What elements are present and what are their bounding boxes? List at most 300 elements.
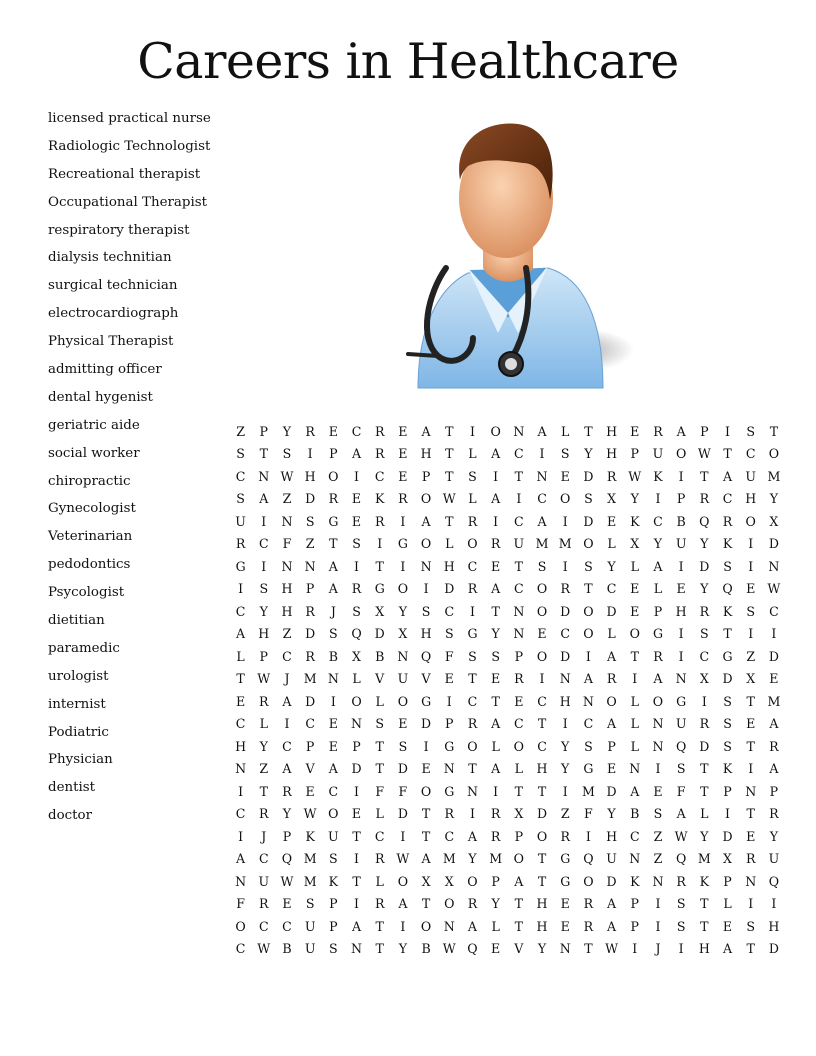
grid-letter[interactable]: P	[259, 423, 269, 439]
grid-letter[interactable]: D	[768, 648, 779, 664]
grid-letter[interactable]: X	[746, 671, 756, 687]
grid-letter[interactable]: T	[723, 626, 732, 642]
grid-letter[interactable]: Z	[282, 626, 292, 642]
grid-letter[interactable]: C	[282, 918, 292, 934]
grid-letter[interactable]: L	[375, 873, 384, 889]
grid-letter[interactable]: C	[606, 581, 617, 597]
grid-letter[interactable]: Y	[259, 738, 268, 754]
grid-letter[interactable]: Q	[675, 851, 687, 867]
grid-letter[interactable]: T	[259, 783, 268, 799]
grid-letter[interactable]: T	[537, 851, 547, 867]
grid-letter[interactable]: E	[606, 513, 617, 529]
grid-letter[interactable]: U	[304, 918, 316, 934]
grid-letter[interactable]: A	[491, 761, 501, 777]
grid-letter[interactable]: W	[257, 671, 271, 687]
grid-letter[interactable]: N	[304, 558, 316, 574]
grid-letter[interactable]: R	[351, 581, 362, 597]
grid-letter[interactable]: E	[676, 581, 686, 597]
grid-letter[interactable]: N	[536, 468, 548, 484]
grid-letter[interactable]: E	[421, 761, 431, 777]
grid-letter[interactable]: L	[630, 693, 639, 709]
grid-letter[interactable]: O	[583, 603, 594, 619]
grid-letter[interactable]: I	[748, 626, 754, 642]
grid-letter[interactable]: S	[653, 806, 663, 822]
grid-letter[interactable]: X	[630, 536, 640, 552]
grid-letter[interactable]: E	[328, 423, 338, 439]
grid-letter[interactable]: E	[630, 581, 640, 597]
grid-letter[interactable]: E	[351, 491, 362, 507]
grid-letter[interactable]: E	[351, 513, 362, 529]
grid-letter[interactable]: I	[516, 491, 522, 507]
grid-letter[interactable]: J	[655, 941, 661, 957]
grid-letter[interactable]: D	[397, 761, 408, 777]
grid-letter[interactable]: H	[536, 761, 548, 777]
grid-letter[interactable]: L	[375, 693, 384, 709]
grid-letter[interactable]: A	[607, 918, 617, 934]
grid-letter[interactable]: R	[606, 468, 617, 484]
grid-letter[interactable]: I	[562, 558, 568, 574]
grid-letter[interactable]: E	[630, 603, 640, 619]
grid-letter[interactable]: I	[400, 918, 406, 934]
grid-letter[interactable]: B	[282, 941, 292, 957]
grid-letter[interactable]: N	[675, 671, 687, 687]
grid-letter[interactable]: S	[584, 558, 593, 574]
grid-letter[interactable]: H	[420, 446, 432, 462]
grid-letter[interactable]: H	[281, 581, 293, 597]
grid-letter[interactable]: R	[653, 648, 663, 664]
grid-letter[interactable]: R	[583, 918, 594, 934]
grid-letter[interactable]: P	[352, 738, 361, 754]
grid-letter[interactable]: S	[421, 603, 431, 619]
grid-letter[interactable]: R	[328, 491, 339, 507]
grid-letter[interactable]: N	[258, 468, 270, 484]
grid-letter[interactable]: D	[606, 873, 617, 889]
grid-letter[interactable]: R	[444, 806, 455, 822]
grid-letter[interactable]: P	[329, 918, 338, 934]
grid-letter[interactable]: K	[699, 873, 710, 889]
grid-letter[interactable]: O	[467, 536, 478, 552]
grid-letter[interactable]: P	[630, 446, 640, 462]
grid-letter[interactable]: Y	[769, 491, 779, 507]
grid-letter[interactable]: W	[767, 581, 781, 597]
grid-letter[interactable]: P	[607, 738, 616, 754]
grid-letter[interactable]: E	[560, 896, 570, 912]
grid-letter[interactable]: E	[491, 671, 501, 687]
grid-letter[interactable]: W	[280, 468, 294, 484]
grid-letter[interactable]: C	[467, 558, 478, 574]
grid-letter[interactable]: T	[329, 536, 338, 552]
grid-letter[interactable]: N	[559, 671, 571, 687]
grid-letter[interactable]: S	[746, 918, 756, 934]
grid-letter[interactable]: R	[769, 738, 779, 754]
grid-letter[interactable]: M	[535, 536, 549, 552]
grid-letter[interactable]: T	[375, 558, 384, 574]
grid-letter[interactable]: F	[398, 783, 408, 799]
grid-letter[interactable]: A	[537, 513, 547, 529]
grid-letter[interactable]: I	[354, 896, 360, 912]
grid-letter[interactable]: L	[561, 423, 570, 439]
grid-letter[interactable]: A	[467, 918, 478, 934]
grid-letter[interactable]: I	[284, 716, 290, 732]
grid-letter[interactable]: R	[490, 828, 501, 844]
grid-letter[interactable]: E	[769, 671, 779, 687]
grid-letter[interactable]: L	[653, 581, 663, 597]
grid-letter[interactable]: I	[354, 783, 360, 799]
grid-letter[interactable]: K	[630, 513, 640, 529]
grid-letter[interactable]: I	[655, 918, 661, 934]
grid-letter[interactable]: S	[491, 648, 500, 664]
grid-letter[interactable]: C	[328, 783, 339, 799]
grid-letter[interactable]: R	[467, 896, 478, 912]
grid-letter[interactable]: E	[491, 558, 501, 574]
grid-letter[interactable]: A	[491, 446, 501, 462]
grid-letter[interactable]: H	[675, 603, 687, 619]
grid-letter[interactable]: C	[374, 828, 385, 844]
grid-letter[interactable]: P	[329, 446, 338, 462]
grid-letter[interactable]: S	[723, 716, 732, 732]
grid-letter[interactable]: Y	[769, 828, 779, 844]
grid-letter[interactable]: A	[259, 491, 269, 507]
grid-letter[interactable]: F	[236, 896, 245, 912]
grid-letter[interactable]: C	[745, 446, 756, 462]
grid-letter[interactable]: Y	[282, 423, 292, 439]
grid-letter[interactable]: H	[606, 828, 618, 844]
grid-letter[interactable]: L	[236, 648, 245, 664]
grid-letter[interactable]: L	[445, 536, 454, 552]
grid-letter[interactable]: W	[303, 806, 317, 822]
grid-letter[interactable]: S	[746, 603, 756, 619]
grid-letter[interactable]: S	[259, 581, 269, 597]
grid-letter[interactable]: N	[745, 783, 757, 799]
grid-letter[interactable]: G	[444, 783, 455, 799]
grid-letter[interactable]: Y	[282, 806, 292, 822]
grid-letter[interactable]: L	[491, 918, 500, 934]
grid-letter[interactable]: T	[445, 423, 454, 439]
grid-letter[interactable]: R	[769, 806, 779, 822]
grid-letter[interactable]: O	[675, 446, 687, 462]
grid-letter[interactable]: Q	[722, 581, 733, 597]
grid-letter[interactable]: N	[420, 558, 432, 574]
grid-letter[interactable]: M	[303, 671, 317, 687]
grid-letter[interactable]: O	[513, 738, 524, 754]
grid-letter[interactable]: E	[606, 761, 617, 777]
grid-letter[interactable]: H	[606, 423, 618, 439]
grid-letter[interactable]: R	[235, 536, 246, 552]
grid-letter[interactable]: N	[652, 738, 664, 754]
grid-letter[interactable]: A	[351, 446, 362, 462]
grid-letter[interactable]: E	[746, 716, 756, 732]
grid-letter[interactable]: O	[444, 896, 455, 912]
grid-letter[interactable]: A	[282, 693, 292, 709]
grid-letter[interactable]: W	[674, 828, 688, 844]
grid-letter[interactable]: M	[489, 851, 503, 867]
grid-letter[interactable]: U	[397, 671, 409, 687]
grid-letter[interactable]: P	[259, 648, 269, 664]
grid-letter[interactable]: R	[699, 716, 710, 732]
grid-letter[interactable]: P	[514, 648, 524, 664]
grid-letter[interactable]: D	[397, 806, 408, 822]
grid-letter[interactable]: R	[374, 513, 385, 529]
grid-letter[interactable]: H	[559, 693, 571, 709]
grid-letter[interactable]: A	[398, 896, 408, 912]
grid-letter[interactable]: P	[653, 603, 663, 619]
grid-letter[interactable]: S	[676, 761, 686, 777]
grid-letter[interactable]: A	[653, 558, 663, 574]
grid-letter[interactable]: J	[261, 828, 267, 844]
grid-letter[interactable]: N	[652, 873, 664, 889]
grid-letter[interactable]: O	[583, 536, 594, 552]
grid-letter[interactable]: C	[537, 491, 547, 507]
grid-letter[interactable]: Y	[468, 851, 477, 867]
grid-letter[interactable]: X	[352, 648, 362, 664]
grid-letter[interactable]: C	[560, 626, 571, 642]
grid-letter[interactable]: Y	[537, 941, 547, 957]
grid-letter[interactable]: O	[513, 851, 524, 867]
grid-letter[interactable]: R	[374, 851, 385, 867]
grid-letter[interactable]: A	[676, 806, 686, 822]
grid-letter[interactable]: R	[490, 806, 501, 822]
grid-letter[interactable]: N	[443, 918, 455, 934]
grid-letter[interactable]: S	[329, 941, 338, 957]
grid-letter[interactable]: E	[653, 783, 663, 799]
grid-letter[interactable]: Q	[675, 738, 687, 754]
grid-letter[interactable]: A	[236, 626, 246, 642]
grid-letter[interactable]: Y	[700, 828, 709, 844]
grid-letter[interactable]: S	[375, 716, 385, 732]
grid-letter[interactable]: I	[238, 828, 244, 844]
grid-letter[interactable]: G	[676, 693, 687, 709]
grid-letter[interactable]: X	[398, 626, 408, 642]
grid-letter[interactable]: F	[282, 536, 292, 552]
grid-letter[interactable]: L	[607, 536, 616, 552]
grid-letter[interactable]: T	[584, 941, 593, 957]
grid-letter[interactable]: R	[606, 671, 617, 687]
grid-letter[interactable]: P	[282, 828, 292, 844]
grid-letter[interactable]: T	[514, 783, 524, 799]
grid-letter[interactable]: V	[305, 761, 315, 777]
grid-letter[interactable]: T	[375, 918, 384, 934]
grid-letter[interactable]: A	[653, 671, 663, 687]
grid-letter[interactable]: O	[490, 423, 501, 439]
grid-letter[interactable]: A	[421, 851, 431, 867]
grid-letter[interactable]: G	[583, 761, 594, 777]
grid-letter[interactable]: C	[537, 738, 547, 754]
grid-letter[interactable]: O	[583, 626, 594, 642]
grid-letter[interactable]: I	[562, 783, 568, 799]
grid-letter[interactable]: O	[351, 693, 362, 709]
grid-letter[interactable]: N	[235, 873, 247, 889]
grid-letter[interactable]: I	[354, 468, 360, 484]
grid-letter[interactable]: T	[491, 603, 500, 619]
grid-letter[interactable]: S	[305, 513, 315, 529]
grid-letter[interactable]: L	[700, 806, 709, 822]
grid-letter[interactable]: A	[583, 671, 593, 687]
grid-letter[interactable]: A	[421, 423, 431, 439]
grid-letter[interactable]: C	[444, 828, 455, 844]
grid-letter[interactable]: I	[330, 693, 336, 709]
grid-letter[interactable]: A	[351, 918, 362, 934]
grid-letter[interactable]: I	[400, 513, 406, 529]
grid-letter[interactable]: S	[282, 446, 292, 462]
grid-letter[interactable]: R	[653, 423, 663, 439]
grid-letter[interactable]: T	[491, 693, 500, 709]
grid-letter[interactable]: L	[468, 491, 477, 507]
grid-letter[interactable]: N	[629, 761, 641, 777]
grid-letter[interactable]: I	[493, 468, 499, 484]
grid-letter[interactable]: G	[560, 873, 571, 889]
grid-letter[interactable]: I	[238, 581, 244, 597]
grid-letter[interactable]: M	[581, 783, 595, 799]
grid-letter[interactable]: R	[398, 491, 408, 507]
grid-letter[interactable]: P	[723, 873, 732, 889]
grid-letter[interactable]: U	[235, 513, 246, 529]
grid-letter[interactable]: H	[420, 626, 432, 642]
grid-letter[interactable]: Y	[259, 603, 268, 619]
grid-letter[interactable]: P	[305, 581, 315, 597]
grid-letter[interactable]: V	[514, 941, 524, 957]
grid-letter[interactable]: Y	[398, 603, 408, 619]
grid-letter[interactable]: S	[746, 423, 756, 439]
grid-letter[interactable]: A	[491, 581, 501, 597]
grid-letter[interactable]: R	[305, 648, 315, 664]
grid-letter[interactable]: H	[258, 626, 270, 642]
grid-letter[interactable]: R	[676, 873, 686, 889]
grid-letter[interactable]: N	[281, 558, 293, 574]
grid-letter[interactable]: H	[235, 738, 247, 754]
grid-letter[interactable]: E	[444, 671, 454, 687]
grid-letter[interactable]: R	[305, 603, 315, 619]
grid-letter[interactable]: C	[258, 918, 269, 934]
grid-letter[interactable]: T	[746, 941, 755, 957]
grid-letter[interactable]: X	[514, 806, 524, 822]
grid-letter[interactable]: L	[630, 558, 639, 574]
grid-letter[interactable]: O	[536, 581, 548, 597]
grid-letter[interactable]: D	[722, 828, 733, 844]
grid-letter[interactable]: T	[421, 828, 431, 844]
grid-letter[interactable]: B	[328, 648, 338, 664]
grid-letter[interactable]: W	[605, 941, 619, 957]
grid-letter[interactable]: O	[420, 536, 432, 552]
grid-letter[interactable]: K	[722, 536, 733, 552]
grid-letter[interactable]: Z	[653, 851, 663, 867]
grid-letter[interactable]: T	[236, 671, 245, 687]
grid-letter[interactable]: X	[699, 671, 709, 687]
grid-letter[interactable]: I	[748, 896, 754, 912]
grid-letter[interactable]: C	[305, 716, 315, 732]
grid-letter[interactable]: T	[584, 423, 593, 439]
grid-letter[interactable]: G	[652, 626, 663, 642]
grid-letter[interactable]: O	[536, 603, 548, 619]
grid-letter[interactable]: Q	[467, 941, 478, 957]
grid-letter[interactable]: T	[259, 446, 268, 462]
grid-letter[interactable]: T	[700, 761, 709, 777]
grid-letter[interactable]: I	[725, 806, 731, 822]
grid-letter[interactable]: E	[398, 446, 408, 462]
grid-letter[interactable]: S	[352, 603, 361, 619]
grid-letter[interactable]: N	[745, 873, 757, 889]
grid-letter[interactable]: U	[768, 851, 780, 867]
grid-letter[interactable]: E	[491, 941, 501, 957]
grid-letter[interactable]: Y	[491, 896, 500, 912]
grid-letter[interactable]: L	[607, 626, 616, 642]
grid-letter[interactable]: C	[514, 581, 524, 597]
grid-letter[interactable]: T	[700, 896, 709, 912]
grid-letter[interactable]: S	[305, 896, 315, 912]
grid-letter[interactable]: L	[514, 761, 524, 777]
grid-letter[interactable]: N	[443, 761, 455, 777]
grid-letter[interactable]: O	[397, 581, 409, 597]
grid-letter[interactable]: T	[700, 783, 709, 799]
grid-letter[interactable]: P	[630, 896, 640, 912]
grid-letter[interactable]: C	[722, 491, 733, 507]
grid-letter[interactable]: M	[767, 468, 781, 484]
grid-letter[interactable]: G	[397, 536, 408, 552]
grid-letter[interactable]: O	[536, 648, 548, 664]
grid-letter[interactable]: S	[468, 468, 477, 484]
grid-letter[interactable]: S	[468, 648, 477, 664]
grid-letter[interactable]: I	[748, 761, 754, 777]
grid-letter[interactable]: X	[607, 491, 617, 507]
grid-letter[interactable]: O	[397, 873, 409, 889]
grid-letter[interactable]: P	[329, 896, 338, 912]
grid-letter[interactable]: G	[560, 851, 571, 867]
grid-letter[interactable]: R	[259, 806, 269, 822]
grid-letter[interactable]: Y	[561, 738, 570, 754]
grid-letter[interactable]: D	[305, 491, 316, 507]
grid-letter[interactable]: I	[678, 468, 684, 484]
grid-letter[interactable]: L	[352, 671, 361, 687]
grid-letter[interactable]: P	[421, 468, 431, 484]
grid-letter[interactable]: K	[305, 828, 315, 844]
grid-letter[interactable]: C	[282, 648, 292, 664]
grid-letter[interactable]: T	[769, 423, 779, 439]
grid-letter[interactable]: I	[539, 671, 545, 687]
grid-letter[interactable]: I	[261, 558, 267, 574]
grid-letter[interactable]: A	[282, 761, 292, 777]
grid-letter[interactable]: T	[375, 941, 384, 957]
grid-letter[interactable]: E	[235, 693, 246, 709]
grid-letter[interactable]: C	[769, 603, 779, 619]
grid-letter[interactable]: E	[351, 806, 362, 822]
grid-letter[interactable]: O	[606, 693, 617, 709]
grid-letter[interactable]: W	[396, 851, 410, 867]
grid-letter[interactable]: Y	[700, 536, 709, 552]
grid-letter[interactable]: R	[259, 896, 269, 912]
grid-letter[interactable]: D	[606, 603, 617, 619]
grid-letter[interactable]: Q	[768, 873, 780, 889]
grid-letter[interactable]: F	[444, 648, 454, 664]
grid-letter[interactable]: Z	[653, 828, 663, 844]
grid-letter[interactable]: E	[398, 716, 408, 732]
grid-letter[interactable]: T	[514, 918, 524, 934]
grid-letter[interactable]: O	[420, 918, 432, 934]
grid-letter[interactable]: I	[562, 513, 568, 529]
grid-letter[interactable]: H	[281, 603, 293, 619]
grid-letter[interactable]: I	[539, 446, 545, 462]
grid-letter[interactable]: N	[397, 648, 409, 664]
grid-letter[interactable]: D	[583, 513, 594, 529]
grid-letter[interactable]: I	[701, 693, 707, 709]
grid-letter[interactable]: T	[700, 468, 709, 484]
grid-letter[interactable]: C	[351, 423, 362, 439]
grid-letter[interactable]: T	[537, 783, 547, 799]
grid-letter[interactable]: G	[374, 581, 385, 597]
grid-letter[interactable]: M	[442, 851, 456, 867]
grid-letter[interactable]: S	[444, 626, 454, 642]
grid-letter[interactable]: Y	[607, 806, 616, 822]
grid-letter[interactable]: C	[444, 603, 455, 619]
grid-letter[interactable]: I	[678, 941, 684, 957]
